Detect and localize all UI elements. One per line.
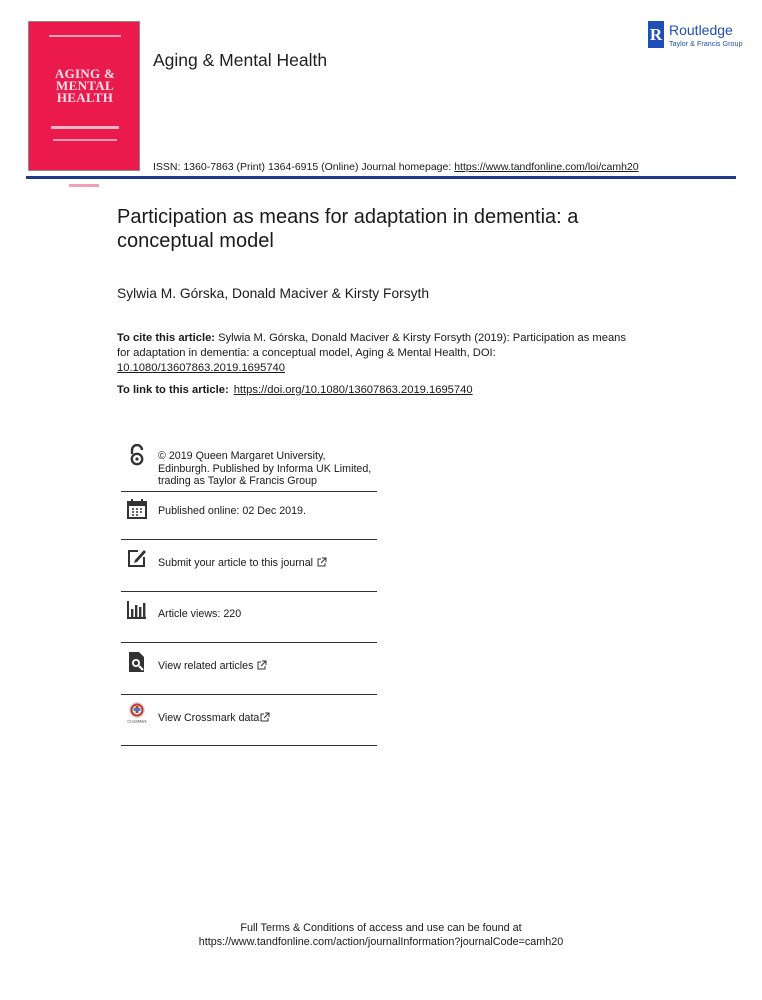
published-date: Published online: 02 Dec 2019. [158, 505, 306, 517]
journal-name: Aging & Mental Health [153, 50, 328, 70]
issn-text: ISSN: 1360-7863 (Print) 1364-6915 (Online) Journal homepage: [153, 161, 455, 173]
info-row-submit[interactable] [121, 540, 377, 592]
publisher-name: Routledge [669, 22, 733, 38]
open-access-icon [126, 444, 148, 466]
info-row-views [121, 592, 377, 643]
submit-article-label: Submit your article to this journal [158, 557, 314, 569]
cover-title-line: AGING & [54, 66, 116, 81]
publisher-group: Taylor & Francis Group [669, 39, 743, 48]
related-search-icon [126, 651, 148, 673]
crossmark-icon [126, 701, 148, 723]
article-link-block [117, 384, 473, 396]
cover-line [53, 139, 117, 141]
publisher-logo[interactable] [648, 21, 748, 51]
citation-doi-link[interactable]: 10.1080/13607863.2019.1695740 [117, 362, 285, 374]
article-link-label: To link to this article: [117, 384, 229, 396]
info-row-open-access [121, 440, 377, 492]
article-views: Article views: 220 [158, 608, 242, 620]
journal-cover-image [28, 21, 140, 171]
cover-title [29, 68, 141, 104]
footer-terms-link[interactable]: https://www.tandfonline.com/action/journalInformation?journalCode=camh20 [198, 936, 564, 948]
article-title: Participation as means for adaptation in dementia: a conceptual model [117, 206, 579, 252]
article-doi-link[interactable]: https://doi.org/10.1080/13607863.2019.1695740 [233, 384, 473, 396]
crossmark-logo-text: CrossMark [127, 718, 147, 723]
article-authors: Sylwia M. Górska, Donald Maciver & Kirsty Forsyth [117, 286, 430, 301]
issn-line [153, 161, 639, 173]
info-row-related[interactable] [121, 643, 377, 695]
footer-terms-text: Full Terms & Conditions of access and use can be found at [240, 922, 522, 934]
crossmark-link[interactable] [158, 712, 270, 725]
cover-title-line: MENTAL [56, 78, 114, 93]
external-link-icon [257, 660, 267, 670]
routledge-icon: R [648, 21, 664, 48]
calendar-icon [126, 498, 148, 520]
footer [0, 921, 762, 949]
copyright-text: © 2019 Queen Margaret University, Edinburgh. Published by Informa UK Limited, trading as Taylor & Francis Group [158, 450, 372, 487]
related-articles-label: View related articles [158, 660, 254, 672]
external-link-icon [317, 557, 327, 567]
cover-band [51, 126, 119, 129]
crossmark-label: View Crossmark data [158, 712, 260, 724]
citation-block [117, 331, 627, 376]
edit-icon [126, 547, 148, 569]
submit-article-link[interactable] [158, 557, 327, 570]
citation-label: To cite this article: [117, 332, 216, 344]
cover-title-line: HEALTH [56, 90, 114, 105]
bar-chart-icon [126, 598, 148, 620]
related-articles-link[interactable] [158, 660, 267, 673]
journal-homepage-link[interactable]: https://www.tandfonline.com/loi/camh20 [454, 161, 639, 173]
article-info-list [121, 440, 377, 746]
citation-text: Sylwia M. Górska, Donald Maciver & Kirsty Forsyth (2019): Participation as means for adaptation in dementia: a conceptual model, Aging & Mental Health, DOI: [117, 332, 626, 359]
cover-top-strip [49, 35, 121, 37]
header-rule [26, 176, 736, 179]
info-row-crossmark[interactable] [121, 695, 377, 746]
cover-foot [69, 184, 99, 187]
external-link-icon [260, 712, 270, 722]
info-row-published [121, 492, 377, 540]
